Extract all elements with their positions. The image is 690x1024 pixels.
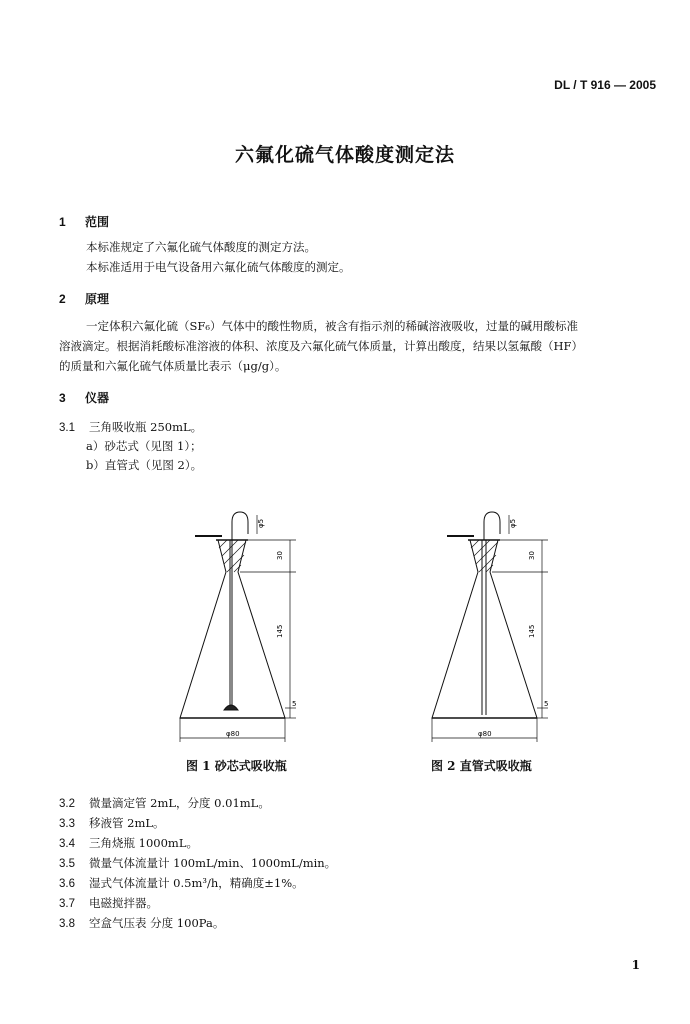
- item-3-1-a: a）砂芯式（见图 1）；: [86, 439, 202, 453]
- dim-base-label: φ80: [226, 730, 240, 738]
- item-number: 3.6: [59, 878, 75, 890]
- section-title: 原理: [85, 292, 110, 306]
- item-text: 三角烧瓶 1000mL。: [89, 836, 198, 850]
- item-text: 微量滴定管 2mL，分度 0.01mL。: [89, 796, 270, 810]
- section-title: 范围: [85, 215, 110, 229]
- dim-bottom-label: 5: [544, 700, 549, 708]
- section-number: 2: [59, 292, 66, 306]
- dim-height-label: 145: [528, 624, 536, 638]
- dim-neck-label: 30: [528, 551, 536, 560]
- item-text: 移液管 2mL。: [89, 816, 165, 830]
- item-text: 湿式气体流量计 0.5m³/h，精确度±1%。: [89, 876, 304, 890]
- list-item: [59, 895, 158, 911]
- item-text: 空盒气压表 分度 100Pa。: [89, 916, 225, 930]
- section-number: 1: [59, 215, 66, 229]
- figure-2-drawing: [412, 500, 612, 750]
- page-number: 1: [631, 958, 640, 972]
- section-1-paragraph-1: 本标准规定了六氟化硫气体酸度的测定方法。: [86, 240, 316, 254]
- item-3-1-b: b）直管式（见图 2）。: [86, 458, 203, 472]
- figure-1-caption: 图 1 砂芯式吸收瓶: [186, 759, 287, 773]
- section-1-heading: [59, 213, 109, 230]
- list-item: [59, 795, 270, 811]
- section-2-line-3: 的质量和六氟化硫气体质量比表示（μg/g）。: [59, 359, 287, 373]
- item-number: 3.5: [59, 858, 75, 870]
- dim-tube-label: φ5: [509, 518, 517, 528]
- item-text: 微量气体流量计 100mL/min、1000mL/min。: [89, 856, 337, 870]
- section-2-heading: [59, 290, 109, 307]
- figure-1-drawing: [160, 500, 360, 750]
- item-3-1: [59, 419, 202, 435]
- list-item: [59, 855, 336, 871]
- item-number: 3.7: [59, 898, 75, 910]
- standard-code: DL / T 916 — 2005: [554, 78, 656, 92]
- item-number: 3.4: [59, 838, 75, 850]
- item-text: 电磁搅拌器。: [89, 896, 158, 910]
- list-item: [59, 875, 304, 891]
- section-2-line-1: 一定体积六氟化硫（SF₆）气体中的酸性物质，被含有指示剂的稀碱溶液吸收，过量的碱用酸标准: [86, 319, 578, 333]
- section-number: 3: [59, 391, 66, 405]
- item-number: 3.1: [59, 422, 75, 434]
- list-item: [59, 915, 224, 931]
- item-number: 3.2: [59, 798, 75, 810]
- item-text: 三角吸收瓶 250mL。: [89, 420, 203, 434]
- dim-bottom-label: 5: [292, 700, 297, 708]
- dim-base-label: φ80: [478, 730, 492, 738]
- figure-2-caption: 图 2 直管式吸收瓶: [431, 759, 532, 773]
- section-2-line-2: 溶液滴定。根据消耗酸标准溶液的体积、浓度及六氟化硫气体质量，计算出酸度，结果以氢氟酸（HF）: [59, 339, 584, 353]
- section-title: 仪器: [85, 391, 110, 405]
- item-number: 3.8: [59, 918, 75, 930]
- document-title: 六氟化硫气体酸度测定法: [234, 144, 455, 166]
- item-number: 3.3: [59, 818, 75, 830]
- section-3-heading: [59, 389, 109, 406]
- section-1-paragraph-2: 本标准适用于电气设备用六氟化硫气体酸度的测定。: [86, 260, 351, 274]
- list-item: [59, 815, 165, 831]
- dim-neck-label: 30: [276, 551, 284, 560]
- list-item: [59, 835, 198, 851]
- dim-height-label: 145: [276, 624, 284, 638]
- dim-tube-label: φ5: [257, 518, 265, 528]
